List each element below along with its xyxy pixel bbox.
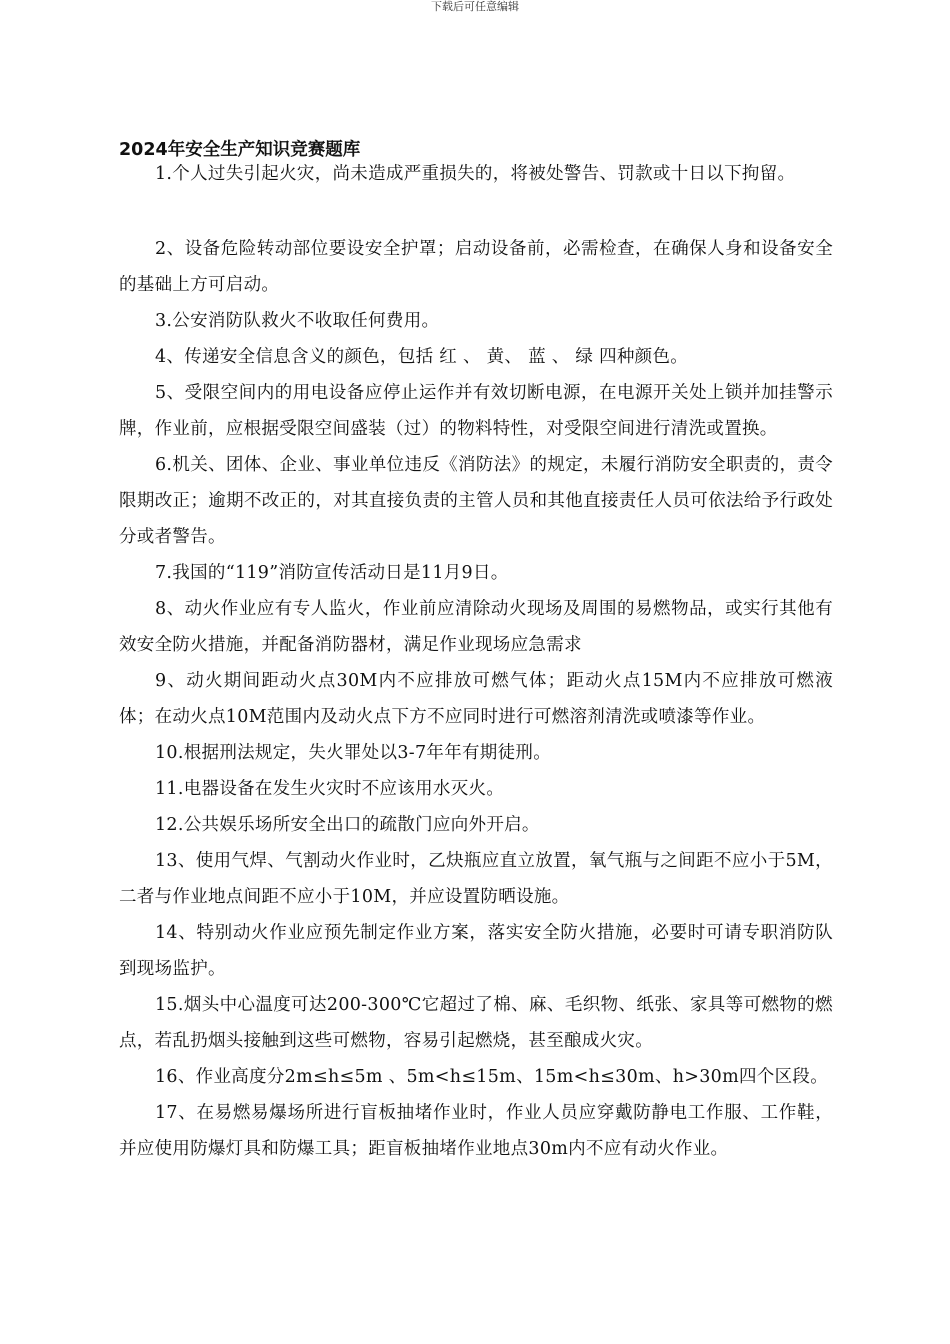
question-item-5: 5、受限空间内的用电设备应停止运作并有效切断电源，在电源开关处上锁并加挂警示牌，作业前，应根据受限空间盛装（过）的物料特性，对受限空间进行清洗或置换。 [119, 383, 833, 439]
question-item-3: 3.公安消防队救火不收取任何费用。 [155, 311, 440, 331]
question-item-13: 13、使用气焊、气割动火作业时，乙炔瓶应直立放置，氧气瓶与之间距不应小于5M，二者与作业地点间距不应小于10M，并应设置防晒设施。 [119, 851, 833, 907]
document-title: 2024年安全生产知识竞赛题库 [119, 140, 361, 160]
question-item-8: 8、动火作业应有专人监火，作业前应清除动火现场及周围的易燃物品，或实行其他有效安全防火措施，并配备消防器材，满足作业现场应急需求 [119, 599, 833, 655]
question-item-2: 2、设备危险转动部位要设安全护罩；启动设备前，必需检查，在确保人身和设备安全的基础上方可启动。 [119, 239, 833, 295]
question-item-10: 10.根据刑法规定，失火罪处以3-7年年有期徒刑。 [155, 743, 552, 763]
question-item-17: 17、在易燃易爆场所进行盲板抽堵作业时，作业人员应穿戴防静电工作服、工作鞋，并应使用防爆灯具和防爆工具；距盲板抽堵作业地点30m内不应有动火作业。 [119, 1103, 833, 1159]
question-item-12: 12.公共娱乐场所安全出口的疏散门应向外开启。 [155, 815, 540, 835]
question-item-7: 7.我国的“119”消防宣传活动日是11月9日。 [155, 563, 509, 583]
question-item-1: 1.个人过失引起火灾，尚未造成严重损失的，将被处警告、罚款或十日以下拘留。 [155, 164, 796, 184]
question-item-6: 6.机关、团体、企业、事业单位违反《消防法》的规定，未履行消防安全职责的，责令限期改正；逾期不改正的，对其直接负责的主管人员和其他直接责任人员可依法给予行政处分或者警告。 [119, 455, 833, 547]
question-item-11: 11.电器设备在发生火灾时不应该用水灭火。 [155, 779, 505, 799]
question-item-14: 14、特别动火作业应预先制定作业方案，落实安全防火措施，必要时可请专职消防队到现场监护。 [119, 923, 833, 979]
document-body [119, 140, 833, 1167]
question-item-16: 16、作业高度分2m≤h≤5m 、5m<h≤15m、15m<h≤30m、h>30m四个区段。 [155, 1067, 828, 1087]
question-item-9: 9、动火期间距动火点30M内不应排放可燃气体；距动火点15M内不应排放可燃液体；在动火点10M范围内及动火点下方不应同时进行可燃溶剂清洗或喷漆等作业。 [119, 671, 833, 727]
question-item-4: 4、传递安全信息含义的颜色，包括 红 、 黄、 蓝 、 绿 四种颜色。 [155, 347, 689, 367]
question-item-15: 15.烟头中心温度可达200-300℃它超过了棉、麻、毛织物、纸张、家具等可燃物的燃点，若乱扔烟头接触到这些可燃物，容易引起燃烧，甚至酿成火灾。 [119, 995, 833, 1051]
page-header: 下载后可任意编辑 [431, 0, 519, 13]
question-list [119, 160, 833, 1167]
